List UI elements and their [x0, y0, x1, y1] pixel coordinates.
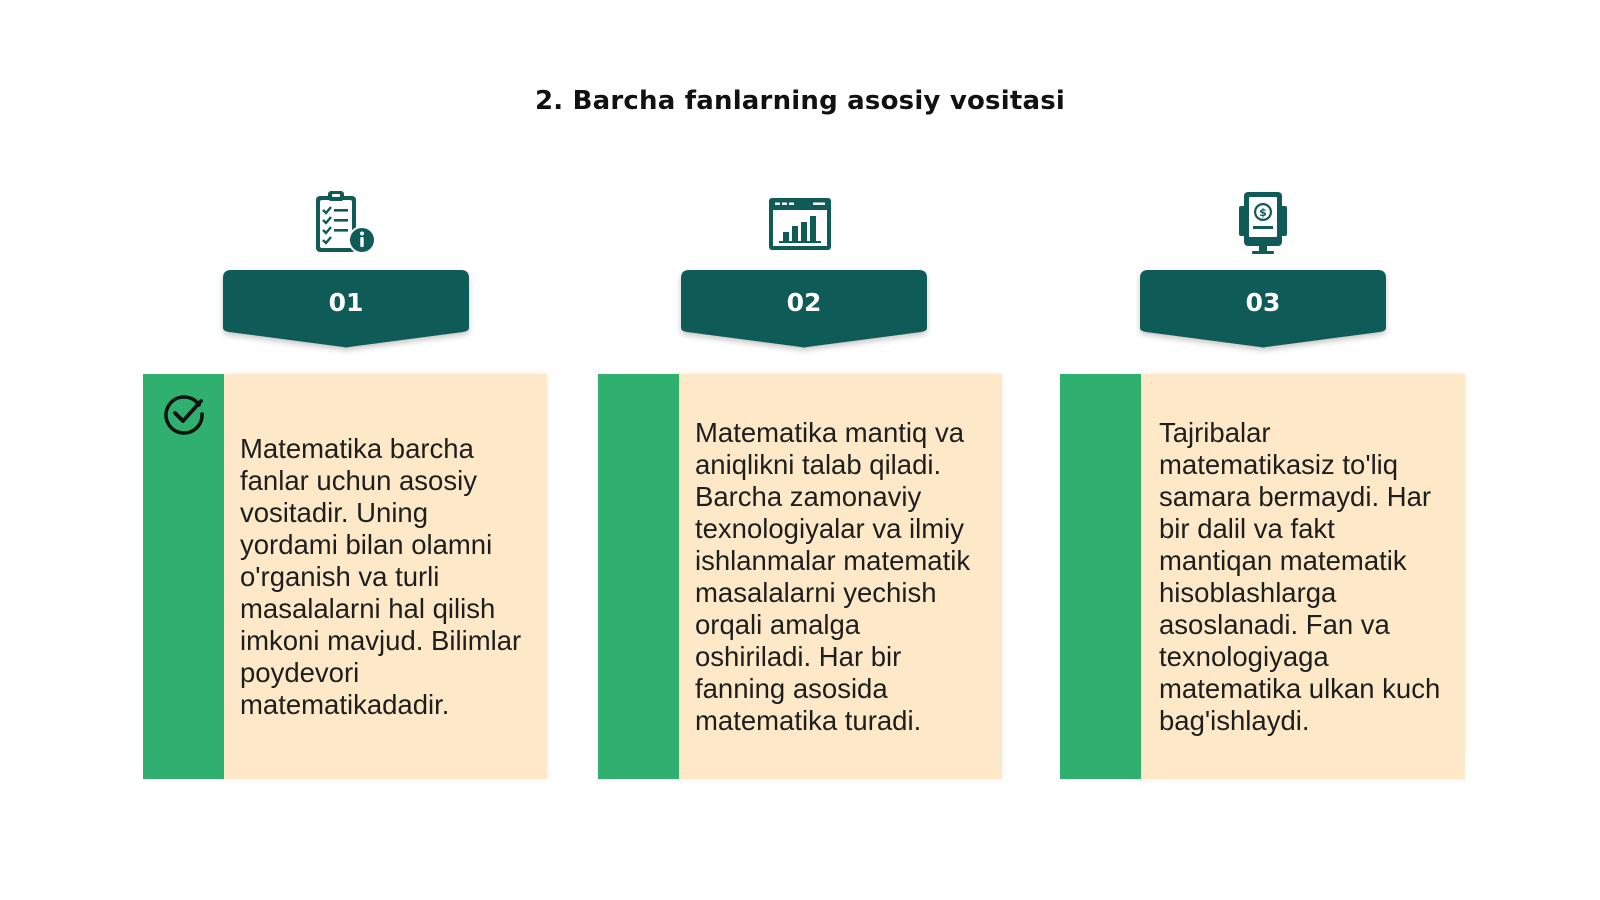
- card-panel: [224, 374, 547, 779]
- card-accent-bar: [1060, 374, 1141, 779]
- card-text: Matematika mantiq va aniqlikni talab qiladi. Barcha zamonaviy texnologiyalar va ilmiy ishlanmalar matematik masalalarni yechish orqali amalga oshiriladi. Har bir fanning asosida matematika turadi.: [695, 416, 971, 736]
- step-tag-03: [1140, 270, 1386, 348]
- card-panel: [1141, 374, 1465, 779]
- info-card-01: [143, 374, 547, 779]
- step-tag-02: [681, 270, 927, 348]
- svg-text:$: $: [1259, 206, 1267, 219]
- card-accent-bar: [143, 374, 224, 779]
- clipboard-checklist-info-icon: [310, 188, 380, 258]
- browser-bar-chart-icon: [765, 188, 835, 258]
- check-circle-icon: [161, 391, 207, 437]
- info-card-03: [1060, 374, 1465, 779]
- card-accent-bar: [598, 374, 679, 779]
- card-text: Tajribalar matematikasiz to'liq samara bermaydi. Har bir dalil va fakt mantiqan matematik hisoblashlarga asoslanadi. Fan va texnologiyaga matematika ulkan kuch bag'ishlaydi.: [1159, 416, 1441, 736]
- slide-title: 2. Barcha fanlarning asosiy vositasi: [535, 86, 1065, 116]
- step-number: 01: [328, 288, 364, 317]
- card-panel: [679, 374, 1002, 779]
- monitor-dollar-icon: [1228, 188, 1298, 258]
- step-number: 02: [786, 288, 822, 317]
- info-card-02: [598, 374, 1002, 779]
- step-number: 03: [1245, 288, 1281, 317]
- card-text: Matematika barcha fanlar uchun asosiy vositadir. Uning yordami bilan olamni o'rganish va turli masalalarni hal qilish imkoni mavjud. Bilimlar poydevori matematikadadir.: [240, 432, 522, 720]
- step-tag-01: [223, 270, 469, 348]
